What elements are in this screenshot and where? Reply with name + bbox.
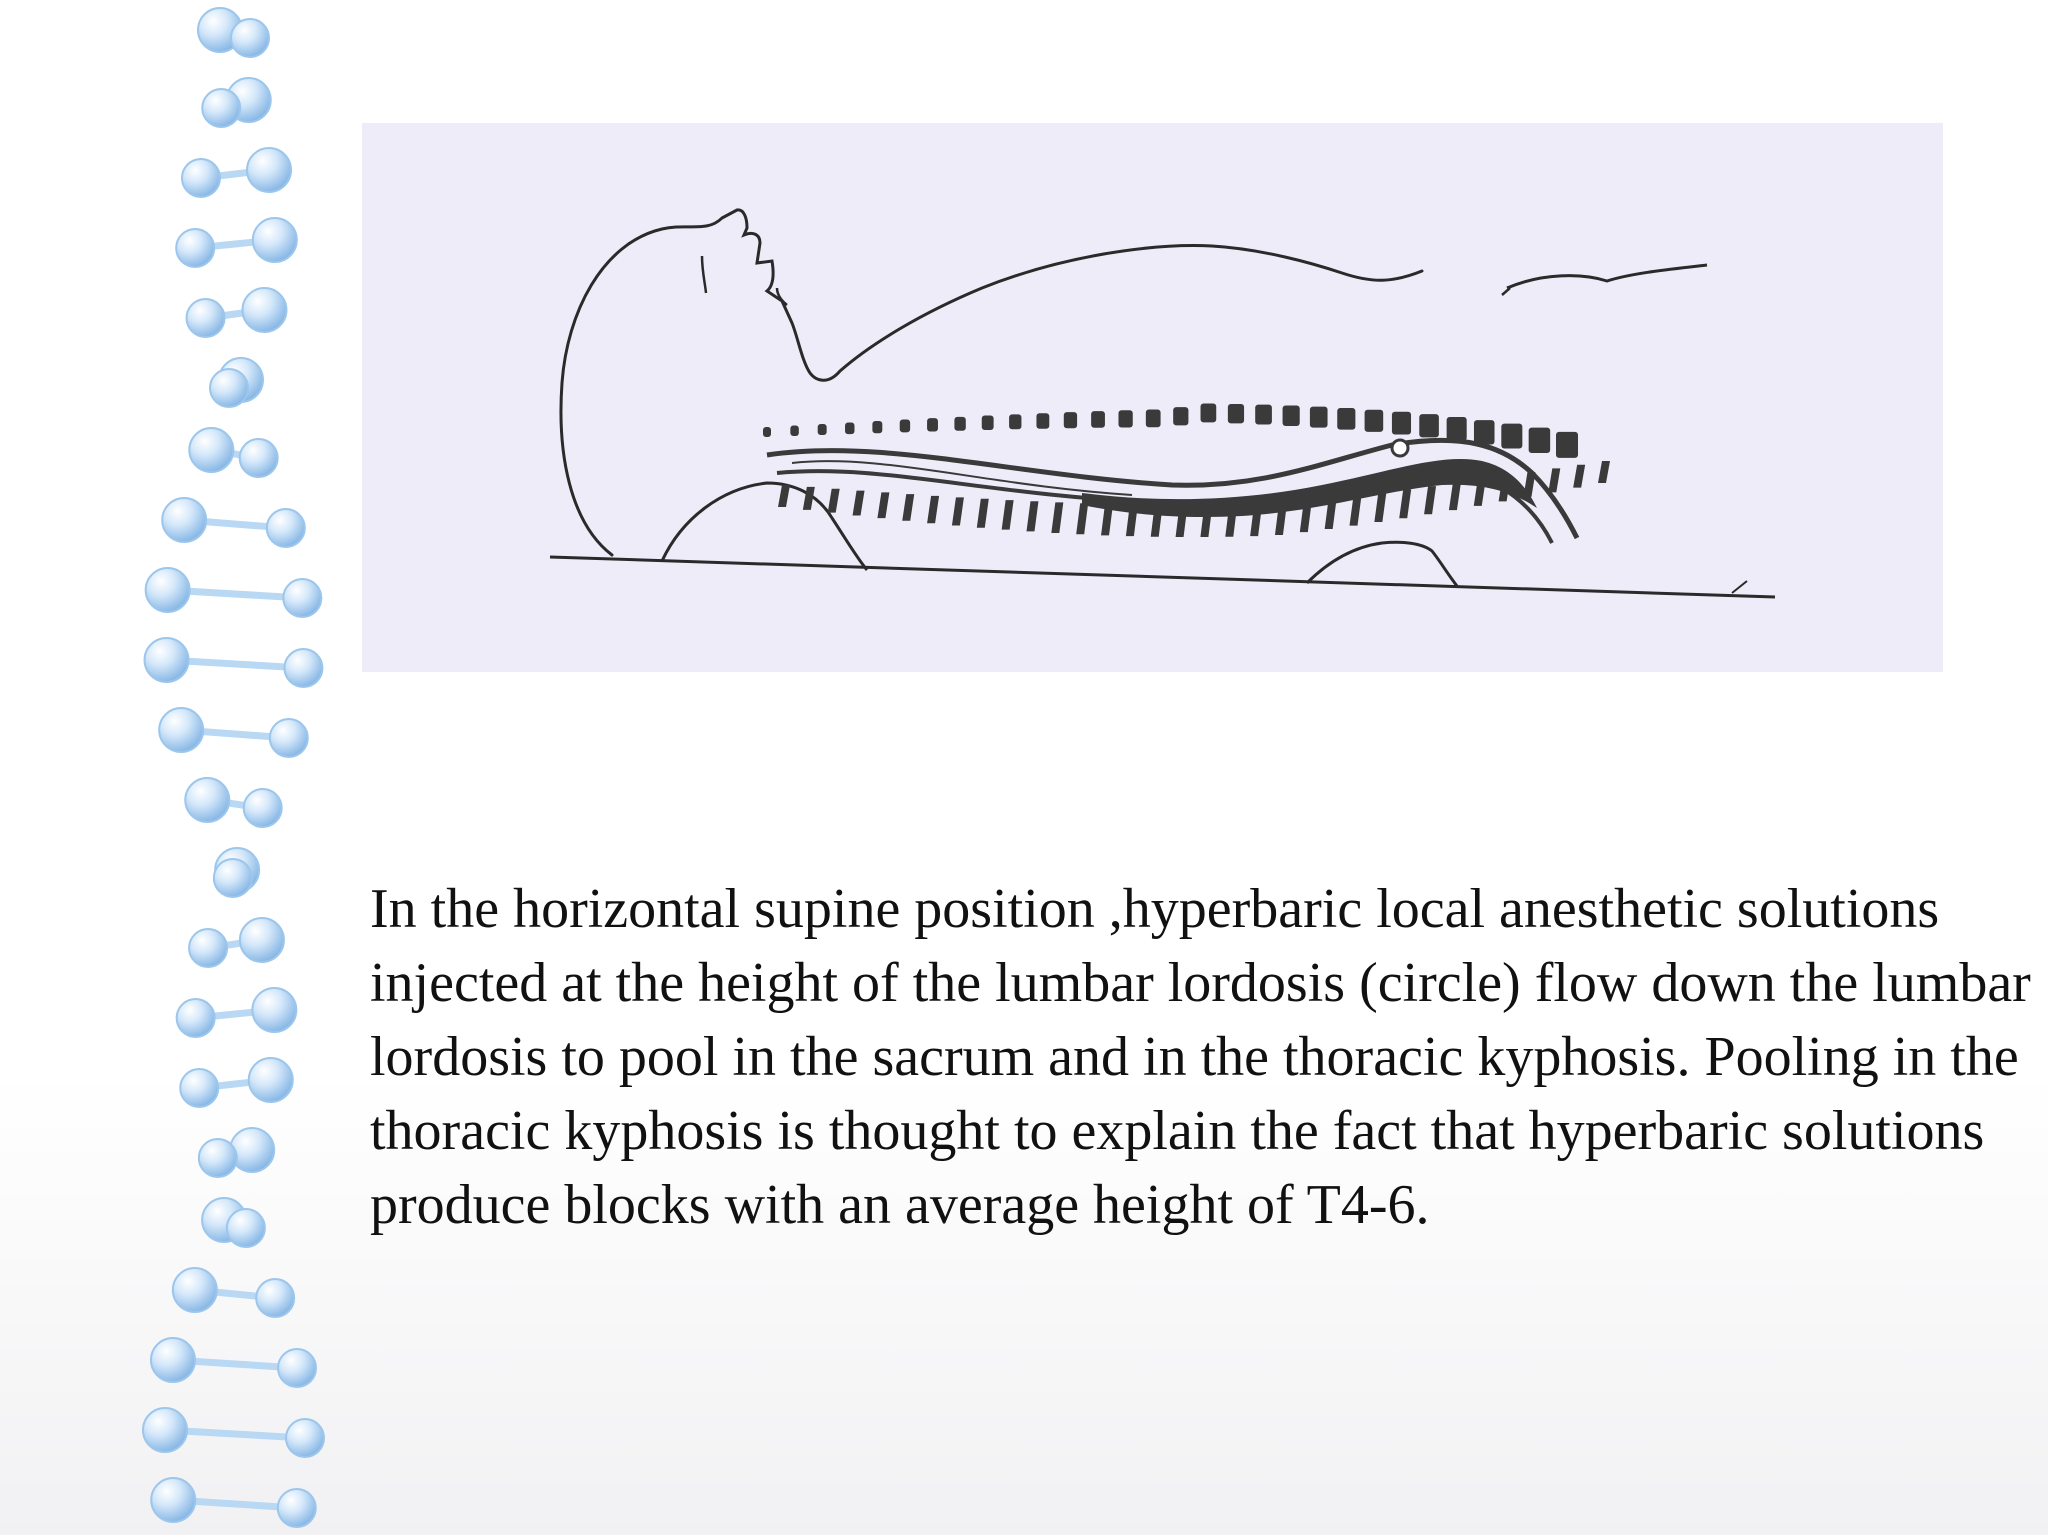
figure-panel [362,123,1943,672]
dna-node [242,288,286,332]
dna-node [256,1279,294,1317]
dna-node [189,428,233,472]
dna-node [180,1069,218,1107]
dna-node [247,148,291,192]
vertebra-body [954,417,965,431]
supine-patient-spine-diagram [362,123,1943,672]
vertebra-body [1064,412,1077,428]
spinous-process [1374,492,1386,522]
dna-node [278,1349,316,1387]
spinous-process [1523,472,1535,497]
dna-node [278,1489,316,1527]
dna-node [210,369,248,407]
dna-node [145,638,189,682]
dna-node [143,1408,187,1452]
spinous-process [853,491,865,516]
dna-node [230,1128,274,1172]
dna-node [244,789,282,827]
dna-node [173,1268,217,1312]
dna-node [151,1338,195,1382]
spinous-process [1449,483,1461,510]
dna-node [267,509,305,547]
vertebra-body [1283,405,1300,425]
vertebra-body [845,422,854,434]
spinous-process [977,499,989,528]
vertebra-body [900,420,910,433]
dna-node [252,988,296,1032]
dna-node [270,719,308,757]
vertebra-body [1146,409,1161,427]
arm-outline [1507,265,1707,288]
vertebra-body [927,418,938,431]
vertebra-body [1036,413,1049,429]
dna-node [189,929,227,967]
dna-node [240,439,278,477]
spinous-process [1424,486,1436,514]
spinous-process [1598,461,1610,483]
dna-node [249,1058,293,1102]
vertebra-body [1228,404,1244,423]
dna-node [187,299,225,337]
dna-node [162,498,206,542]
vertebra-body [1310,407,1328,428]
vertebra-body [1556,432,1578,458]
vertebra-body [1009,414,1021,429]
vertebra-body [1447,417,1467,441]
vertebra-body [1419,414,1439,437]
dna-node [176,229,214,267]
dna-node [284,649,322,687]
spinous-process [1051,502,1063,533]
vertebra-body [872,421,882,433]
dna-node [159,708,203,752]
dna-node [283,579,321,617]
vertebra-body [1365,410,1384,432]
vertebra-body [818,424,827,435]
dna-strand-icon [100,0,340,1535]
dna-node [202,89,240,127]
spinous-process [877,492,889,518]
slide-caption: In the horizontal supine position ,hyperbaric local anesthetic solutions injected at the height of the lumbar lordosis (circle) flow down the lumbar lordosis to pool in the sacrum and in the thoracic kyphosis. Pooling in the thoracic kyphosis is thought to explain the fact that hyperbaric solutions produce blocks with an average height of T4-6. [370,878,2031,1236]
vertebrae-top-row [763,404,1578,458]
spinous-process [1002,500,1014,530]
vertebra-body [763,427,771,437]
dna-node [214,859,252,897]
dna-node [177,999,215,1037]
dna-node [231,19,269,57]
injection-circle [1392,440,1408,456]
spinous-process [927,496,939,523]
vertebra-body [1474,420,1495,444]
vertebra-body [1392,412,1411,435]
dna-node [240,918,284,962]
spinous-process [1076,503,1088,534]
dna-node [182,159,220,197]
dna-node [199,1139,237,1177]
dna-node [227,1209,265,1247]
vertebra-body [1255,405,1272,425]
knee-pillow [1307,542,1457,586]
spinous-process [1026,501,1038,531]
eye-mark [702,256,706,293]
spinous-process [902,494,914,521]
vertebra-body [1501,424,1522,449]
spinous-process [952,497,964,525]
vertebra-body [1337,408,1355,430]
vertebra-body [1091,411,1105,428]
dna-node [146,568,190,612]
dna-node [151,1478,195,1522]
dna-node [185,778,229,822]
spinous-process [1573,465,1585,488]
vertebra-body [1173,407,1188,425]
hand-outline [1502,288,1510,295]
vertebra-body [1201,404,1217,423]
spinous-process [778,485,790,507]
table-line [550,557,1775,597]
dna-node [286,1419,324,1457]
spinous-process [1548,468,1560,492]
vertebra-body [1118,410,1132,427]
vertebra-body [1529,428,1551,453]
table-tick [1732,581,1747,593]
spinous-process [1399,489,1411,518]
dna-node [253,218,297,262]
spinous-process [828,489,840,513]
vertebra-body [982,416,994,430]
vertebra-body [790,425,798,436]
